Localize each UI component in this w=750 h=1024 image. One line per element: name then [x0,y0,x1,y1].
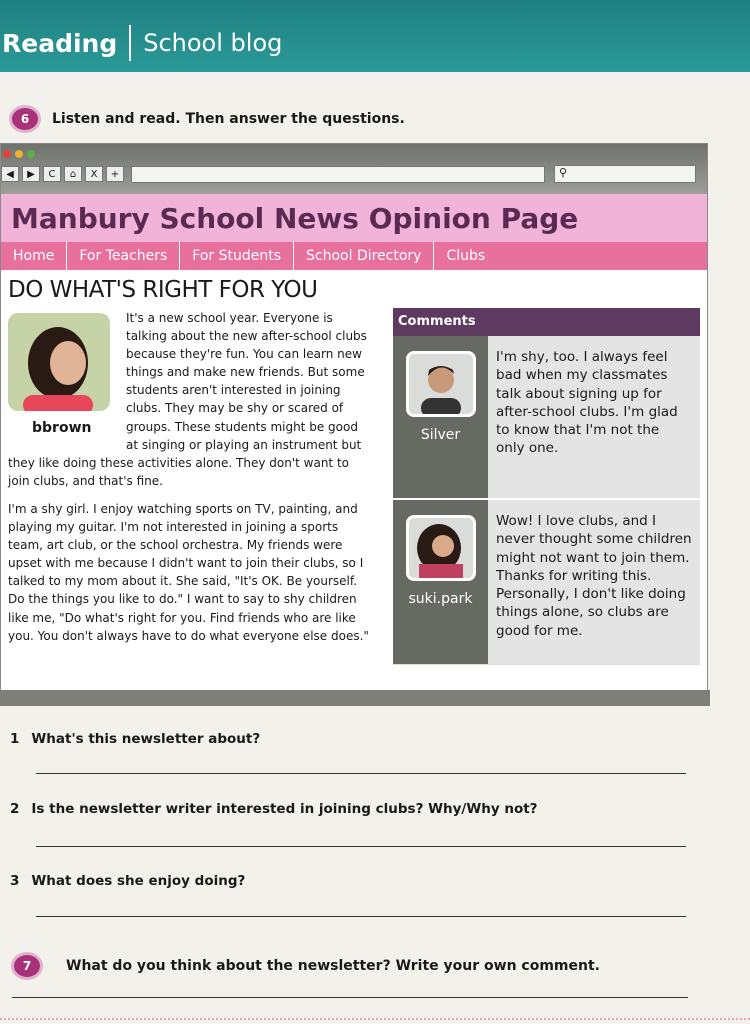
site-title: Manbury School News Opinion Page [1,194,707,242]
home-icon[interactable]: ⌂ [64,166,82,182]
comments-header: Comments [393,308,700,336]
author-name: bbrown [32,420,92,436]
search-input[interactable] [554,165,696,183]
comment [393,500,700,664]
comment [393,336,700,500]
question-3: 3 What does she enjoy doing? [10,873,246,889]
nav-for-teachers[interactable]: For Teachers [67,242,180,270]
forward-icon[interactable]: ▶ [22,166,40,182]
minimize-dot[interactable] [15,150,23,158]
answer-line[interactable] [36,916,686,917]
search-icon: ⚲ [559,166,568,179]
commenter-avatar [406,351,476,417]
exercise-instruction: Listen and read. Then answer the questions. [52,111,405,127]
question-2: 2 Is the newsletter writer interested in joining clubs? Why/Why not? [10,801,538,817]
section-label: Reading [2,28,118,58]
question-1: 1 What's this newsletter about? [10,731,261,747]
reload-icon[interactable]: C [43,166,61,182]
nav-home[interactable]: Home [1,242,67,270]
close-dot[interactable] [3,150,11,158]
comment-text: Wow! I love clubs, and I never thought some children might not want to join them. Thanks for writing this. Personally, I don't like doing things alone, so clubs are good for me. [488,500,700,664]
divider [129,25,131,61]
page-edge-dotted [0,1018,750,1020]
browser-footer [0,690,710,706]
address-bar[interactable] [131,166,545,183]
commenter-name: Silver [420,427,461,443]
nav-school-directory[interactable]: School Directory [294,242,434,270]
comments-panel [393,308,700,665]
browser-toolbar [1,144,707,194]
window-controls [3,150,35,158]
answer-line[interactable] [36,846,686,847]
nav-clubs[interactable]: Clubs [446,248,486,264]
topic-label: School blog [143,29,283,57]
nav-for-students[interactable]: For Students [180,242,294,270]
exercise-number: 6 [12,108,38,130]
new-tab-icon[interactable]: + [106,166,124,182]
commenter-avatar [406,515,476,581]
exercise-instruction: What do you think about the newsletter? Write your own comment. [66,958,600,974]
site-nav [1,242,707,270]
back-icon[interactable]: ◀ [1,166,19,182]
maximize-dot[interactable] [27,150,35,158]
author-avatar [8,313,110,411]
answer-line[interactable] [12,997,688,998]
article-paragraph: I'm a shy girl. I enjoy watching sports on TV, painting, and playing my guitar. I'm not interested in joining a sports team, art club, or the school orchestra. My friends were upset with me because I didn't want to join their clubs, so I talked to my mom about it. She said, "It's OK. Be yourself. Do the things you like to do." I want to say to shy children like me, "Do what's right for you. Find friends who are like you. You don't always have to do what everyone else does." [8,501,369,643]
exercise-6 [12,108,405,130]
exercise-7 [14,955,600,977]
section-banner [0,0,750,72]
comment-text: I'm shy, too. I always feel bad when my classmates talk about signing up for after-school clubs. I'm glad to know that I'm not the only one. [488,336,700,498]
stop-icon[interactable]: X [85,166,103,182]
answer-line[interactable] [36,773,686,774]
exercise-number: 7 [14,955,40,977]
article-headline: DO WHAT'S RIGHT FOR YOU [8,277,318,303]
commenter-name: suki.park [408,591,473,607]
article-paragraph: It's a new school year. Everyone is talking about the new after-school clubs because they're fun. You can learn new things and make new friends. But some students aren't interested in joining clubs. They may be shy or scared of groups. These students might be good at singing or playing an instrument but they like doing these activities alone. They don't want to join clubs, and that's fine. [8,311,367,488]
